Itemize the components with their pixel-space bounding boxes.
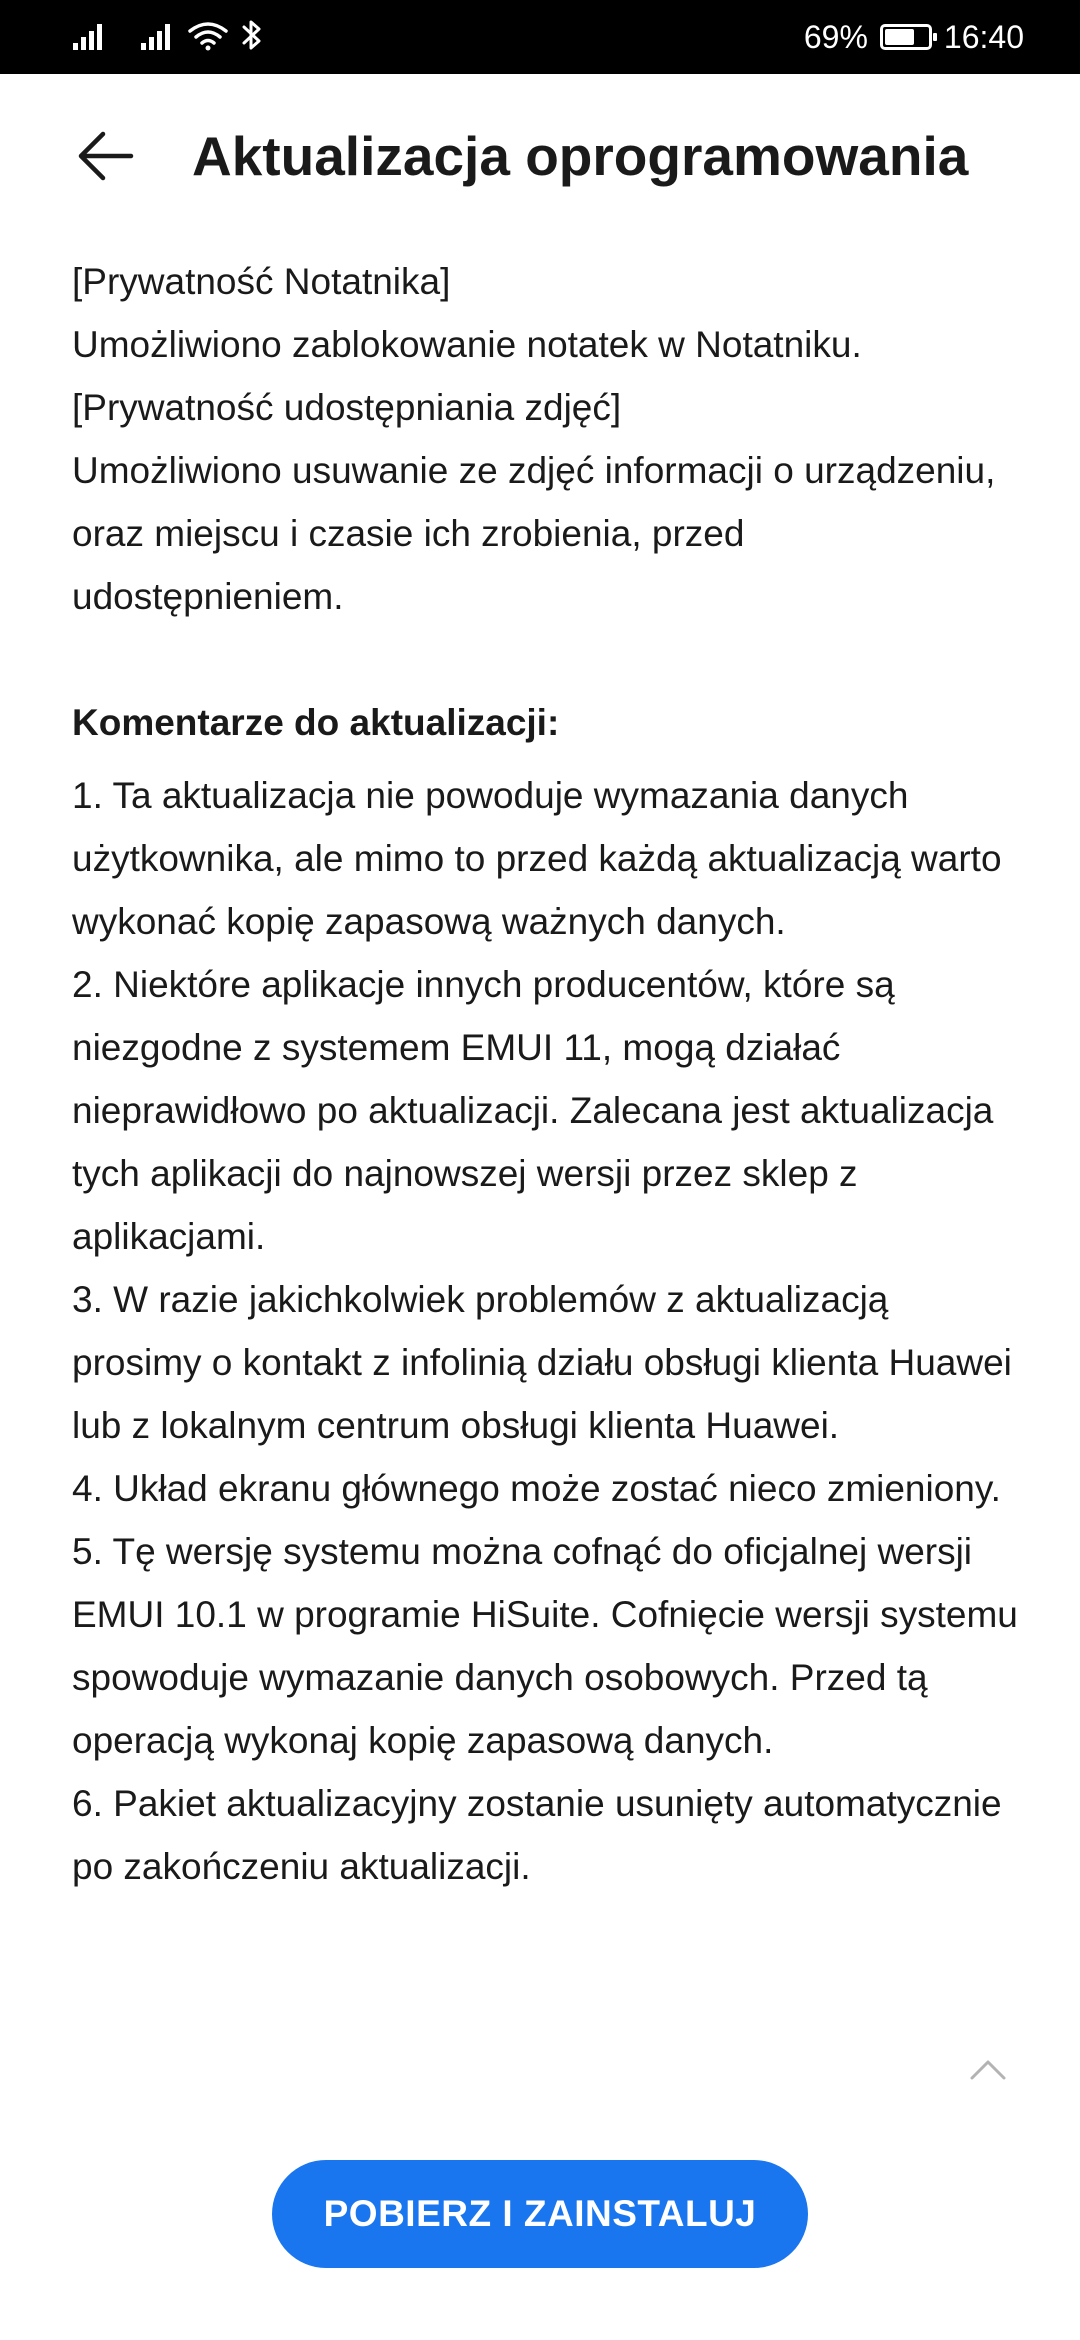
signal-icon xyxy=(140,19,176,56)
comment-item: 5. Tę wersję systemu można cofnąć do oficjalnej wersji EMUI 10.1 w programie HiSuite. Cofnięcie wersji systemu spowoduje wymazanie danych osobowych. Przed tą operacją wykonaj kopię zapasową danych. xyxy=(72,1531,1018,1761)
page-title: Aktualizacja oprogramowania xyxy=(192,125,969,187)
notes-line: [Prywatność udostępniania zdjęć] xyxy=(72,387,622,428)
back-button[interactable] xyxy=(60,118,150,198)
bluetooth-icon xyxy=(240,18,264,57)
app-header xyxy=(0,74,1080,244)
notes-line: [Prywatność Notatnika] xyxy=(72,261,451,302)
comment-item: 6. Pakiet aktualizacyjny zostanie usunięty automatycznie po zakończeniu aktualizacji. xyxy=(72,1783,1002,1887)
notes-line: Umożliwiono zablokowanie notatek w Notatniku. xyxy=(72,324,862,365)
battery-level xyxy=(885,29,914,45)
comment-item: 1. Ta aktualizacja nie powoduje wymazania danych użytkownika, ale mimo to przed każdą aktualizacją warto wykonać kopię zapasową ważnych danych. xyxy=(72,775,1002,942)
comment-item: 2. Niektóre aplikacje innych producentów, które są niezgodne z systemem EMUI 11, mogą działać nieprawidłowo po aktualizacji. Zalecana jest aktualizacja tych aplikacji do najnowszej wersji przez sklep z aplikacjami. xyxy=(72,964,994,1257)
status-bar xyxy=(0,0,1080,74)
download-and-install-button[interactable]: POBIERZ I ZAINSTALUJ xyxy=(272,2160,808,2268)
wifi-icon xyxy=(188,19,228,56)
status-icons-right xyxy=(804,0,1024,74)
signal-icon xyxy=(72,19,108,56)
scroll-to-top-button[interactable] xyxy=(966,2050,1010,2086)
back-arrow-icon xyxy=(75,130,135,187)
release-notes xyxy=(72,250,1022,1898)
battery-icon xyxy=(880,24,932,50)
battery-percent: 69% xyxy=(803,18,868,55)
notes-line: Umożliwiono usuwanie ze zdjęć informacji o urządzeniu, oraz miejscu i czasie ich zrobienia, przed udostępnieniem. xyxy=(72,450,996,617)
comment-item: 4. Układ ekranu głównego może zostać nieco zmieniony. xyxy=(72,1468,1001,1509)
status-icons-left xyxy=(72,16,264,58)
comment-item: 3. W razie jakichkolwiek problemów z aktualizacją prosimy o kontakt z infolinią działu obsługi klienta Huawei lub z lokalnym centrum obsługi klienta Huawei. xyxy=(72,1279,1012,1446)
comments-heading: Komentarze do aktualizacji: xyxy=(72,702,560,743)
chevron-up-icon xyxy=(966,2073,1010,2090)
clock: 16:40 xyxy=(943,18,1024,55)
